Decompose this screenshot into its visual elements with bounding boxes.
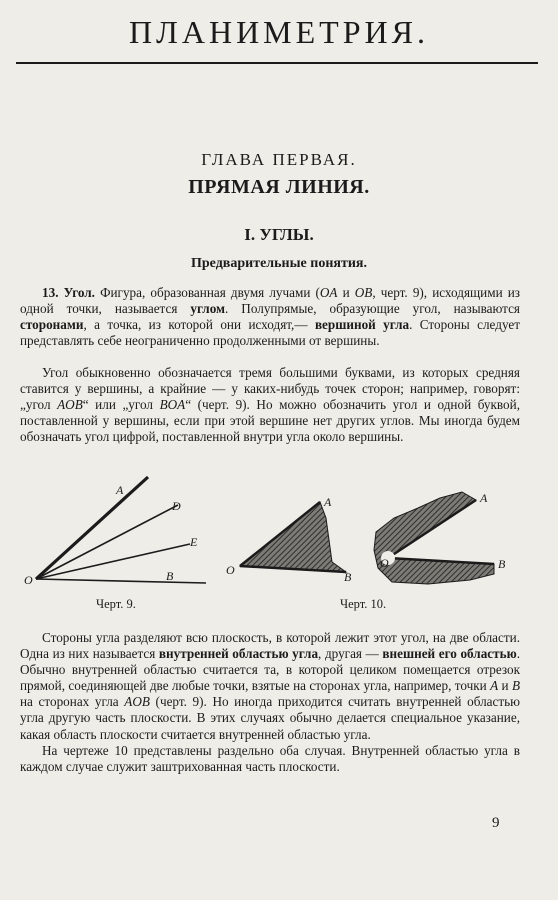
text-run: Стороны угла разделяют всю плоскость, в которой лежит этот угол, на две области. Одна из них называется xyxy=(20,630,520,662)
label-b-2: B xyxy=(498,557,506,571)
term-boa: BOA xyxy=(159,397,186,413)
page-number: 9 xyxy=(492,815,500,831)
text-run: , другая — xyxy=(318,646,383,662)
term-sides: сторонами xyxy=(20,317,84,333)
term-angle: углом xyxy=(190,301,226,317)
term-inner-region: внутренней областью угла xyxy=(158,646,319,662)
term-vertex: вершиной угла xyxy=(314,317,410,333)
text-run: . Стороны следует представлять себе неограниченно продолженными от вершины. xyxy=(20,317,520,349)
header-rule xyxy=(16,62,538,64)
text-run: . Полупрямые, образующие угол, называются xyxy=(225,301,521,317)
figure-10 xyxy=(222,488,522,588)
term-ob: OB xyxy=(354,285,373,300)
chapter-title: ПРЯМАЯ ЛИНИЯ. xyxy=(188,176,370,198)
subsection-title: Предварительные понятия. xyxy=(191,256,367,271)
label-d: D xyxy=(172,499,181,513)
term-a: A xyxy=(490,678,499,694)
label-a-1: A xyxy=(324,495,332,509)
text-run: (черт. 9). Но иногда приходится считать внутренней областью угла другую часть плоскости. В этих случаях обычно делается специальное указание, какая область плоскости считается внутренней областью угла. xyxy=(20,694,520,742)
label-b: B xyxy=(166,569,174,583)
text-run: “ или „угол xyxy=(82,397,160,413)
outer-angle-figure xyxy=(374,492,494,584)
paragraph-13 xyxy=(20,285,520,349)
term-aob: AOB xyxy=(124,694,150,710)
hatched-outer-region xyxy=(374,492,494,584)
label-e: E xyxy=(190,535,198,549)
text-run: на сторонах угла xyxy=(20,694,125,710)
paragraph-heading: Угол. xyxy=(63,285,95,300)
text-run: Угол обыкновенно обозначается тремя большими буквами, из которых средняя ставится у вершины, а крайние — у каких-нибудь точек сторон; например, говорят: „угол xyxy=(20,365,520,413)
label-o: O xyxy=(24,573,33,587)
inner-angle-figure xyxy=(240,502,346,572)
text-run: Фигура, образованная двумя лучами ( xyxy=(94,285,320,300)
ray-ob xyxy=(36,579,206,583)
text-run: и xyxy=(337,285,355,300)
term-outer-region: внешней его областью xyxy=(382,646,517,662)
figure-9 xyxy=(20,470,220,590)
label-a: A xyxy=(116,483,124,497)
paragraph-both-cases: На чертеже 10 представлены раздельно оба случая. Внутренней областью угла в каждом случае служит заштрихованная часть плоскости. xyxy=(20,742,520,774)
term-oa: OA xyxy=(319,285,338,300)
term-aob: AOB xyxy=(57,397,83,413)
running-header: ПЛАНИМЕТРИЯ. xyxy=(129,14,429,50)
ray-oa xyxy=(36,477,148,579)
paragraph-regions xyxy=(20,630,520,775)
paragraph-number: 13. xyxy=(42,285,59,300)
figure-9-caption: Черт. 9. xyxy=(96,597,136,611)
label-o-1: O xyxy=(226,563,235,577)
hatched-inner-region xyxy=(240,502,346,572)
label-b-1: B xyxy=(344,570,352,584)
text-run: , а точка, из которой они исходят,— xyxy=(83,317,315,333)
text-run: “ (черт. 9). Но можно обозначить угол и одной буквой, поставленной у вершины, если при этой вершине нет других углов. Мы иногда будем обозначать угол цифрой, поставленной внутри угла около вершины. xyxy=(20,397,520,445)
chapter-label: ГЛАВА ПЕРВАЯ. xyxy=(201,150,357,169)
label-o-2: O xyxy=(380,556,389,570)
text-run: и xyxy=(498,678,512,694)
figure-10-caption: Черт. 10. xyxy=(340,597,387,611)
text-run: , черт. 9), исходящими из одной точки, называется xyxy=(20,285,520,317)
text-run: . Обычно внутренней областью считается та, в которой целиком помещается отрезок прямой, соединяющей две любые точки, взятые на сторонах угла, например, точки xyxy=(20,646,520,694)
section-title: I. УГЛЫ. xyxy=(244,225,314,244)
label-a-2: A xyxy=(480,491,488,505)
paragraph-notation xyxy=(20,365,520,445)
term-b: B xyxy=(511,678,521,694)
